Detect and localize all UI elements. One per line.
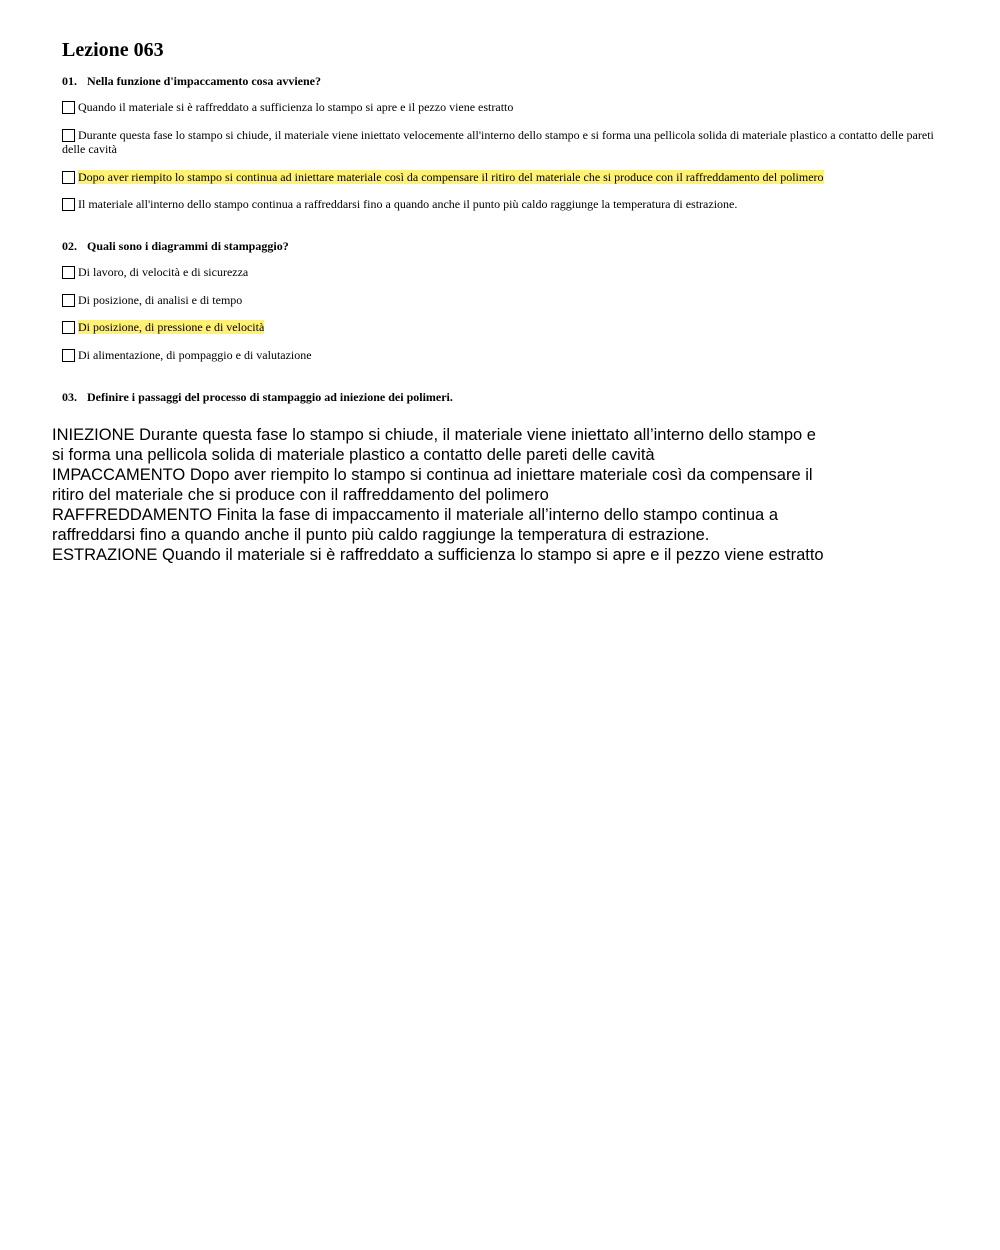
answer-option[interactable]: [62, 293, 952, 307]
checkbox-icon[interactable]: [62, 266, 75, 279]
checkbox-icon[interactable]: [62, 349, 75, 362]
answer-line: IMPACCAMENTO Dopo aver riempito lo stampo si continua ad iniettare materiale così da compensare il: [52, 466, 813, 484]
question-02: [62, 239, 952, 362]
checkbox-icon[interactable]: [62, 129, 75, 142]
open-answer-text: [52, 425, 952, 565]
answer-option[interactable]: [62, 265, 952, 279]
checkbox-icon[interactable]: [62, 101, 75, 114]
option-text-highlighted: Dopo aver riempito lo stampo si continua ad iniettare materiale così da compensare il ritiro del materiale che si produce con il raffreddamento del polimero: [78, 170, 824, 184]
option-text: Durante questa fase lo stampo si chiude, il materiale viene iniettato velocemente all'interno dello stampo e si forma una pellicola solida di materiale plastico a contatto delle pareti delle cavità: [62, 128, 934, 156]
question-text: Nella funzione d'impaccamento cosa avviene?: [87, 74, 321, 88]
checkbox-icon[interactable]: [62, 198, 75, 211]
answer-option[interactable]: [62, 100, 952, 114]
answer-option-correct[interactable]: [62, 320, 952, 334]
question-03: [62, 390, 952, 404]
question-number: 02.: [62, 239, 77, 253]
option-text: Di alimentazione, di pompaggio e di valutazione: [78, 348, 312, 362]
question-number: 03.: [62, 390, 77, 404]
answer-line: INIEZIONE Durante questa fase lo stampo si chiude, il materiale viene iniettato all’interno dello stampo e: [52, 426, 816, 444]
option-text-highlighted: Di posizione, di pressione e di velocità: [78, 320, 265, 334]
answer-line: RAFFREDDAMENTO Finita la fase di impaccamento il materiale all’interno dello stampo continua a: [52, 506, 778, 524]
answer-option[interactable]: [62, 128, 952, 156]
answer-option[interactable]: [62, 348, 952, 362]
answer-line: ritiro del materiale che si produce con il raffreddamento del polimero: [52, 486, 549, 504]
answer-line: raffreddarsi fino a quando anche il punto più caldo raggiunge la temperatura di estrazione.: [52, 526, 710, 544]
question-text: Quali sono i diagrammi di stampaggio?: [87, 239, 289, 253]
question-text: Definire i passaggi del processo di stampaggio ad iniezione dei polimeri.: [87, 390, 453, 404]
checkbox-icon[interactable]: [62, 171, 75, 184]
question-heading: [62, 74, 952, 88]
lesson-title: Lezione 063: [62, 39, 164, 61]
option-text: Di lavoro, di velocità e di sicurezza: [78, 265, 249, 279]
checkbox-icon[interactable]: [62, 321, 75, 334]
answer-line: ESTRAZIONE Quando il materiale si è raffreddato a sufficienza lo stampo si apre e il pezzo viene estratto: [52, 546, 824, 564]
question-heading: [62, 239, 952, 253]
question-number: 01.: [62, 74, 77, 88]
answer-option-correct[interactable]: [62, 170, 952, 184]
answer-option[interactable]: [62, 197, 952, 211]
option-text: Il materiale all'interno dello stampo continua a raffreddarsi fino a quando anche il punto più caldo raggiunge la temperatura di estrazione.: [78, 197, 738, 211]
answer-line: si forma una pellicola solida di materiale plastico a contatto delle pareti delle cavità: [52, 446, 655, 464]
checkbox-icon[interactable]: [62, 294, 75, 307]
question-01: [62, 74, 952, 211]
option-text: Di posizione, di analisi e di tempo: [78, 293, 243, 307]
option-text: Quando il materiale si è raffreddato a sufficienza lo stampo si apre e il pezzo viene estratto: [78, 100, 514, 114]
question-heading: [62, 390, 952, 404]
